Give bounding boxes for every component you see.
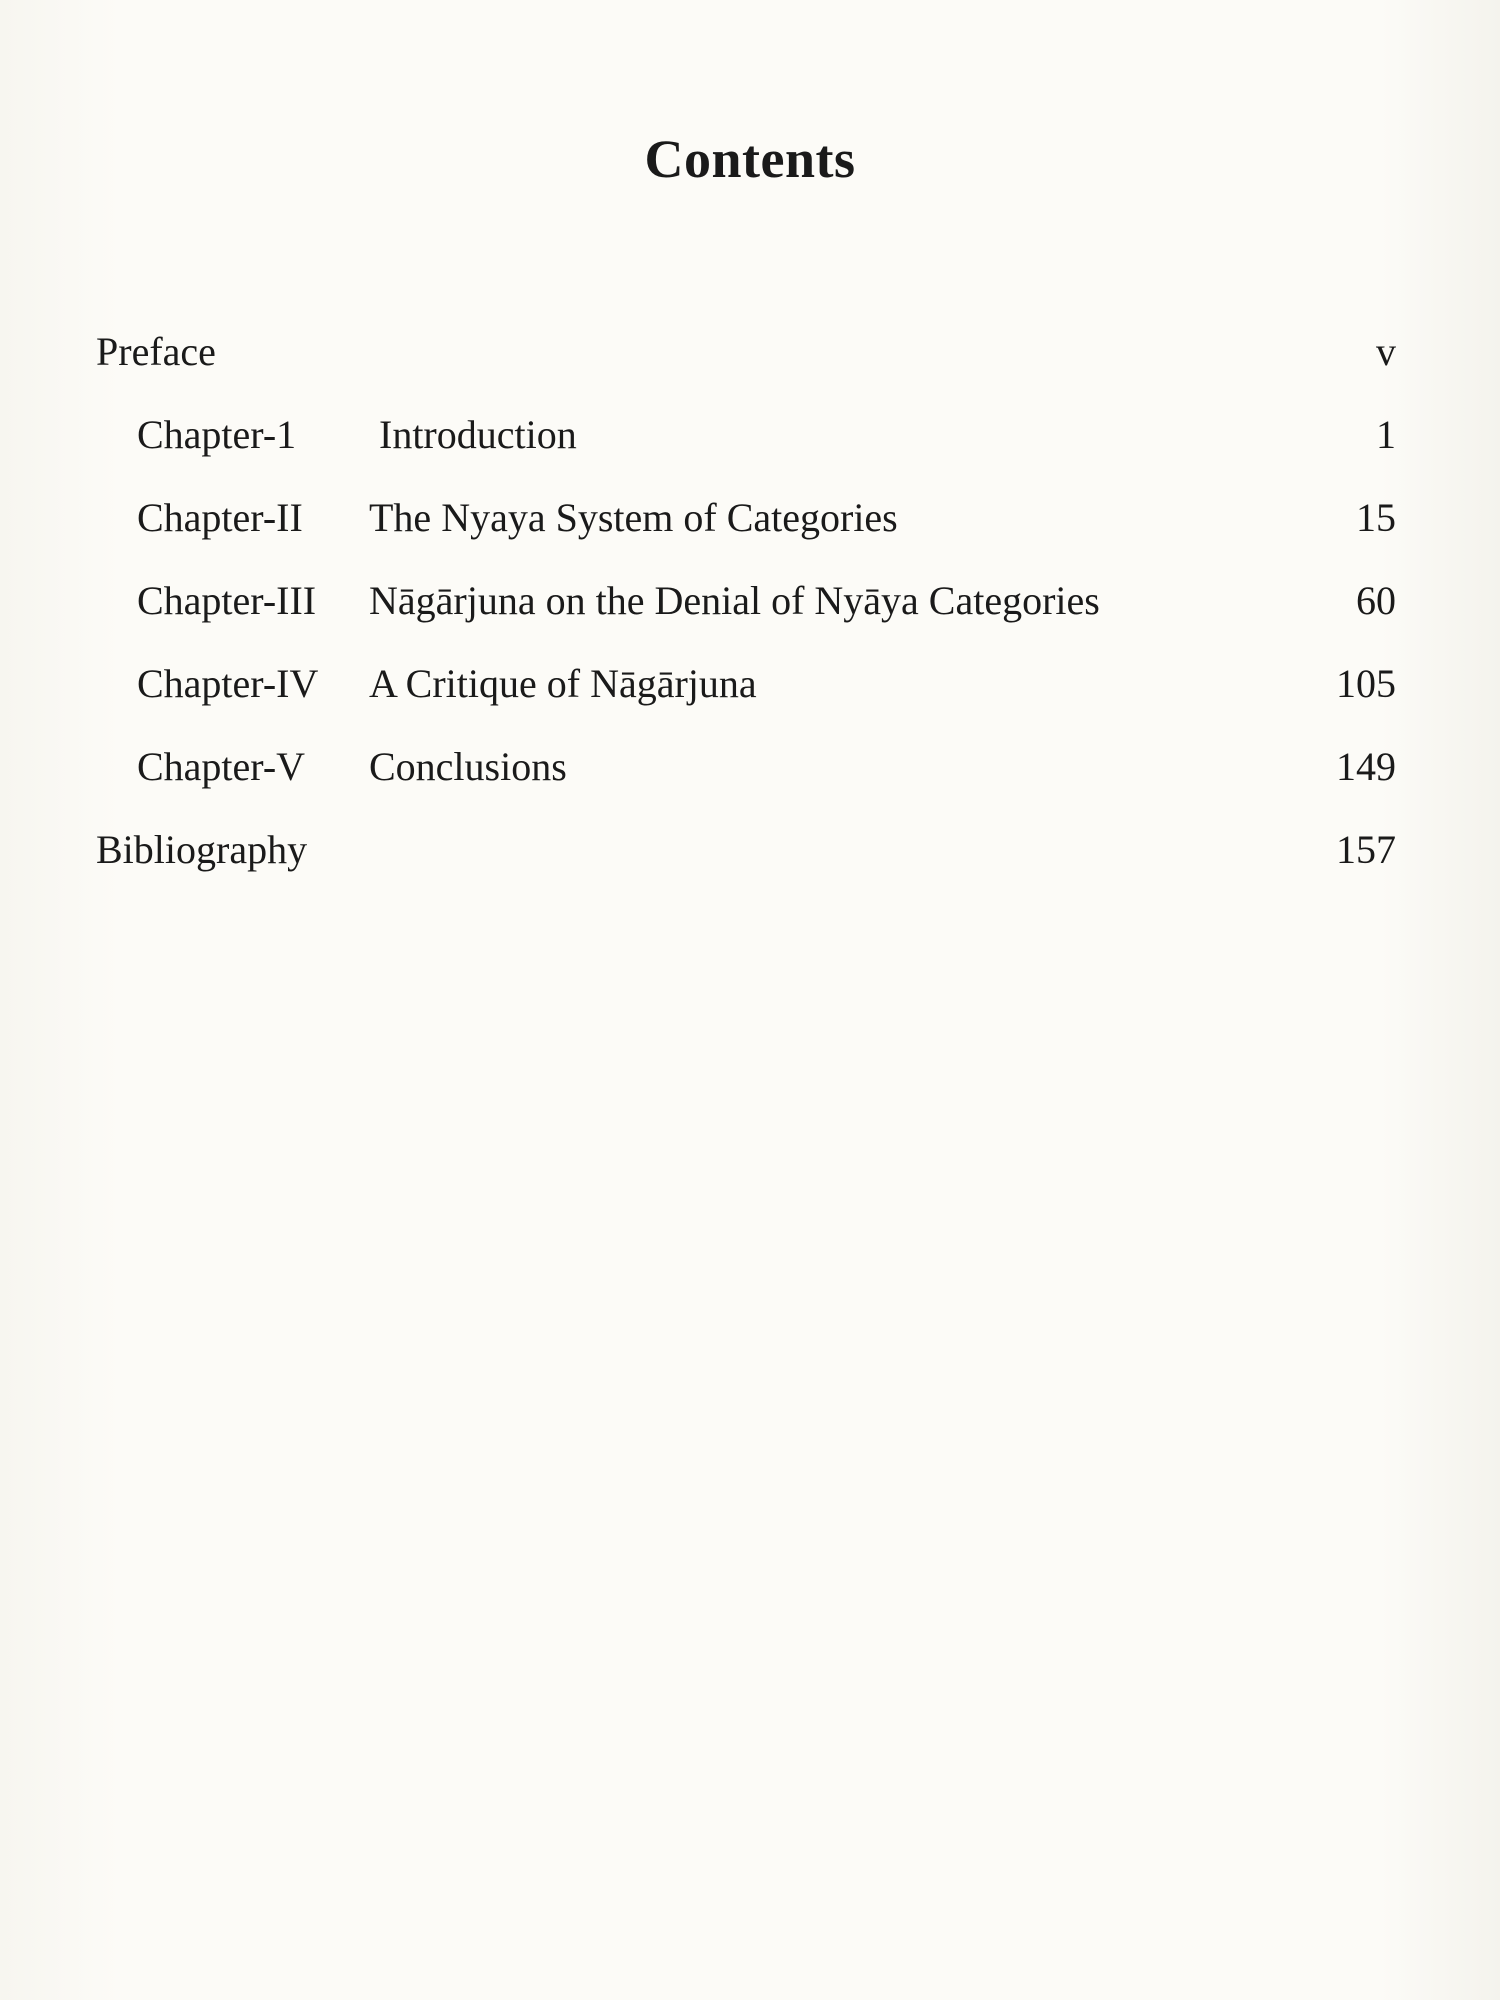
- toc-page-number: v: [1376, 329, 1396, 374]
- toc-page-number: 15: [1356, 495, 1396, 540]
- chapter-title: A Critique of Nāgārjuna: [369, 661, 757, 706]
- toc-page-number: 157: [1336, 827, 1396, 872]
- chapter-number: Chapter-III: [137, 578, 317, 623]
- toc-page-number: 1: [1376, 412, 1396, 457]
- chapter-number: Chapter-V: [137, 744, 306, 789]
- chapter-number: Chapter-IV: [137, 661, 319, 706]
- chapter-number: Chapter-1: [137, 412, 297, 457]
- toc-entry-chapter-5: [96, 737, 1396, 820]
- toc-entry-bibliography: [96, 820, 1396, 903]
- toc-entry-preface: [96, 322, 1396, 405]
- chapter-title: Conclusions: [369, 744, 567, 789]
- table-of-contents: [96, 322, 1396, 903]
- chapter-title: The Nyaya System of Categories: [369, 495, 898, 540]
- toc-entry-chapter-1: [96, 405, 1396, 488]
- chapter-title: Introduction: [379, 412, 577, 457]
- toc-page-number: 105: [1336, 661, 1396, 706]
- toc-page-number: 60: [1356, 578, 1396, 623]
- toc-entry-chapter-3: [96, 571, 1396, 654]
- toc-entry-chapter-4: [96, 654, 1396, 737]
- toc-entry-chapter-2: [96, 488, 1396, 571]
- page-title: Contents: [644, 129, 856, 189]
- toc-page-number: 149: [1336, 744, 1396, 789]
- chapter-number: Chapter-II: [137, 495, 303, 540]
- toc-entry-label: Preface: [96, 329, 216, 374]
- chapter-title: Nāgārjuna on the Denial of Nyāya Categories: [369, 578, 1100, 623]
- toc-entry-label: Bibliography: [96, 827, 308, 872]
